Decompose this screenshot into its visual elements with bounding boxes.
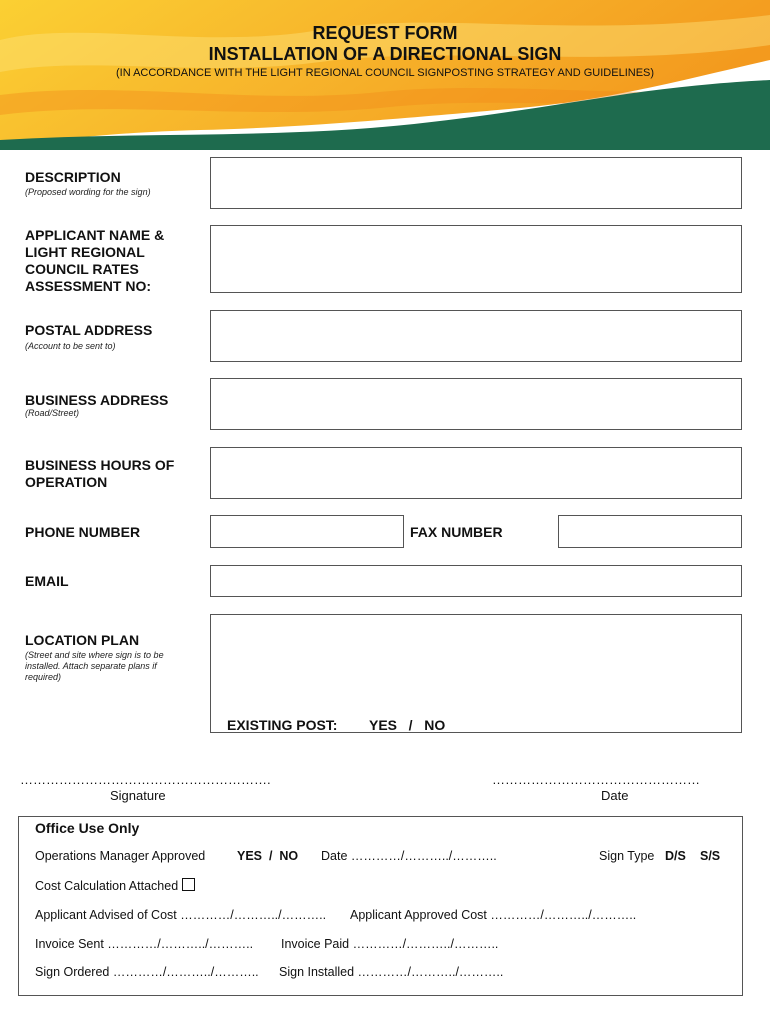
ops-manager-date[interactable]: Date …………/………../……….. bbox=[321, 849, 497, 863]
location-plan-hint-line1: (Street and site where sign is to be bbox=[25, 650, 164, 660]
postal-address-label: POSTAL ADDRESS bbox=[25, 322, 153, 338]
postal-address-hint: (Account to be sent to) bbox=[25, 341, 116, 351]
business-hours-input[interactable] bbox=[210, 447, 742, 499]
applicant-label-line4: ASSESSMENT NO: bbox=[25, 278, 152, 294]
applicant-label-line3: COUNCIL RATES bbox=[25, 261, 139, 277]
date-line[interactable]: ………………………………………… bbox=[492, 772, 700, 787]
location-plan-input[interactable] bbox=[210, 614, 742, 733]
form-title-line2: INSTALLATION OF A DIRECTIONAL SIGN bbox=[208, 44, 562, 64]
applicant-advised-of-cost[interactable]: Applicant Advised of Cost …………/………../……….. bbox=[35, 908, 327, 922]
email-input[interactable] bbox=[210, 565, 742, 597]
description-input[interactable] bbox=[210, 157, 742, 209]
location-plan-label: LOCATION PLAN bbox=[25, 632, 140, 648]
phone-input[interactable] bbox=[210, 515, 404, 548]
fax-input[interactable] bbox=[558, 515, 742, 548]
business-hours-label-line2: OPERATION bbox=[25, 474, 108, 490]
sign-type-label: Sign Type bbox=[599, 849, 655, 863]
applicant-label-line2: LIGHT REGIONAL bbox=[25, 244, 145, 260]
applicant-approved-cost[interactable]: Applicant Approved Cost …………/………../……….. bbox=[350, 908, 637, 922]
business-hours-label-line1: BUSINESS HOURS OF bbox=[25, 457, 175, 473]
signature-line[interactable]: …………………………………………………. bbox=[20, 772, 271, 787]
existing-post-yes-no[interactable]: YES / NO bbox=[369, 717, 446, 733]
sign-ordered[interactable]: Sign Ordered …………/………../……….. bbox=[35, 965, 259, 979]
form-subtitle: (IN ACCORDANCE WITH THE LIGHT REGIONAL COUNCIL SIGNPOSTING STRATEGY AND GUIDELINES) bbox=[115, 67, 655, 79]
date-label: Date bbox=[601, 788, 629, 803]
description-label: DESCRIPTION bbox=[25, 169, 121, 185]
invoice-paid[interactable]: Invoice Paid …………/………../……….. bbox=[281, 937, 499, 951]
sign-installed[interactable]: Sign Installed …………/………../……….. bbox=[279, 965, 504, 979]
description-hint: (Proposed wording for the sign) bbox=[25, 187, 151, 197]
cost-calculation-row bbox=[35, 878, 195, 893]
fax-label: FAX NUMBER bbox=[410, 524, 503, 540]
existing-post-label: EXISTING POST: bbox=[227, 717, 338, 733]
business-address-hint: (Road/Street) bbox=[25, 408, 80, 418]
phone-label: PHONE NUMBER bbox=[25, 524, 141, 540]
invoice-sent[interactable]: Invoice Sent …………/………../……….. bbox=[35, 937, 254, 951]
office-use-section bbox=[18, 816, 743, 996]
sign-type-ds[interactable]: D/S bbox=[665, 849, 686, 863]
cost-calculation-checkbox[interactable] bbox=[182, 878, 195, 891]
applicant-input[interactable] bbox=[210, 225, 742, 293]
applicant-label-line1: APPLICANT NAME & bbox=[25, 227, 165, 243]
business-address-label: BUSINESS ADDRESS bbox=[25, 392, 169, 408]
office-use-title: Office Use Only bbox=[35, 820, 140, 836]
location-plan-hint-line2: installed. Attach separate plans if bbox=[25, 661, 157, 671]
email-label: EMAIL bbox=[25, 573, 69, 589]
cost-calculation-label: Cost Calculation Attached bbox=[35, 879, 179, 893]
signature-label: Signature bbox=[110, 788, 166, 803]
business-address-input[interactable] bbox=[210, 378, 742, 430]
ops-manager-label: Operations Manager Approved bbox=[35, 849, 206, 863]
form-title-line1: REQUEST FORM bbox=[312, 23, 458, 43]
postal-address-input[interactable] bbox=[210, 310, 742, 362]
sign-type-ss[interactable]: S/S bbox=[700, 849, 721, 863]
location-plan-hint-line3: required) bbox=[25, 672, 62, 682]
ops-manager-yes-no[interactable]: YES / NO bbox=[237, 849, 299, 863]
